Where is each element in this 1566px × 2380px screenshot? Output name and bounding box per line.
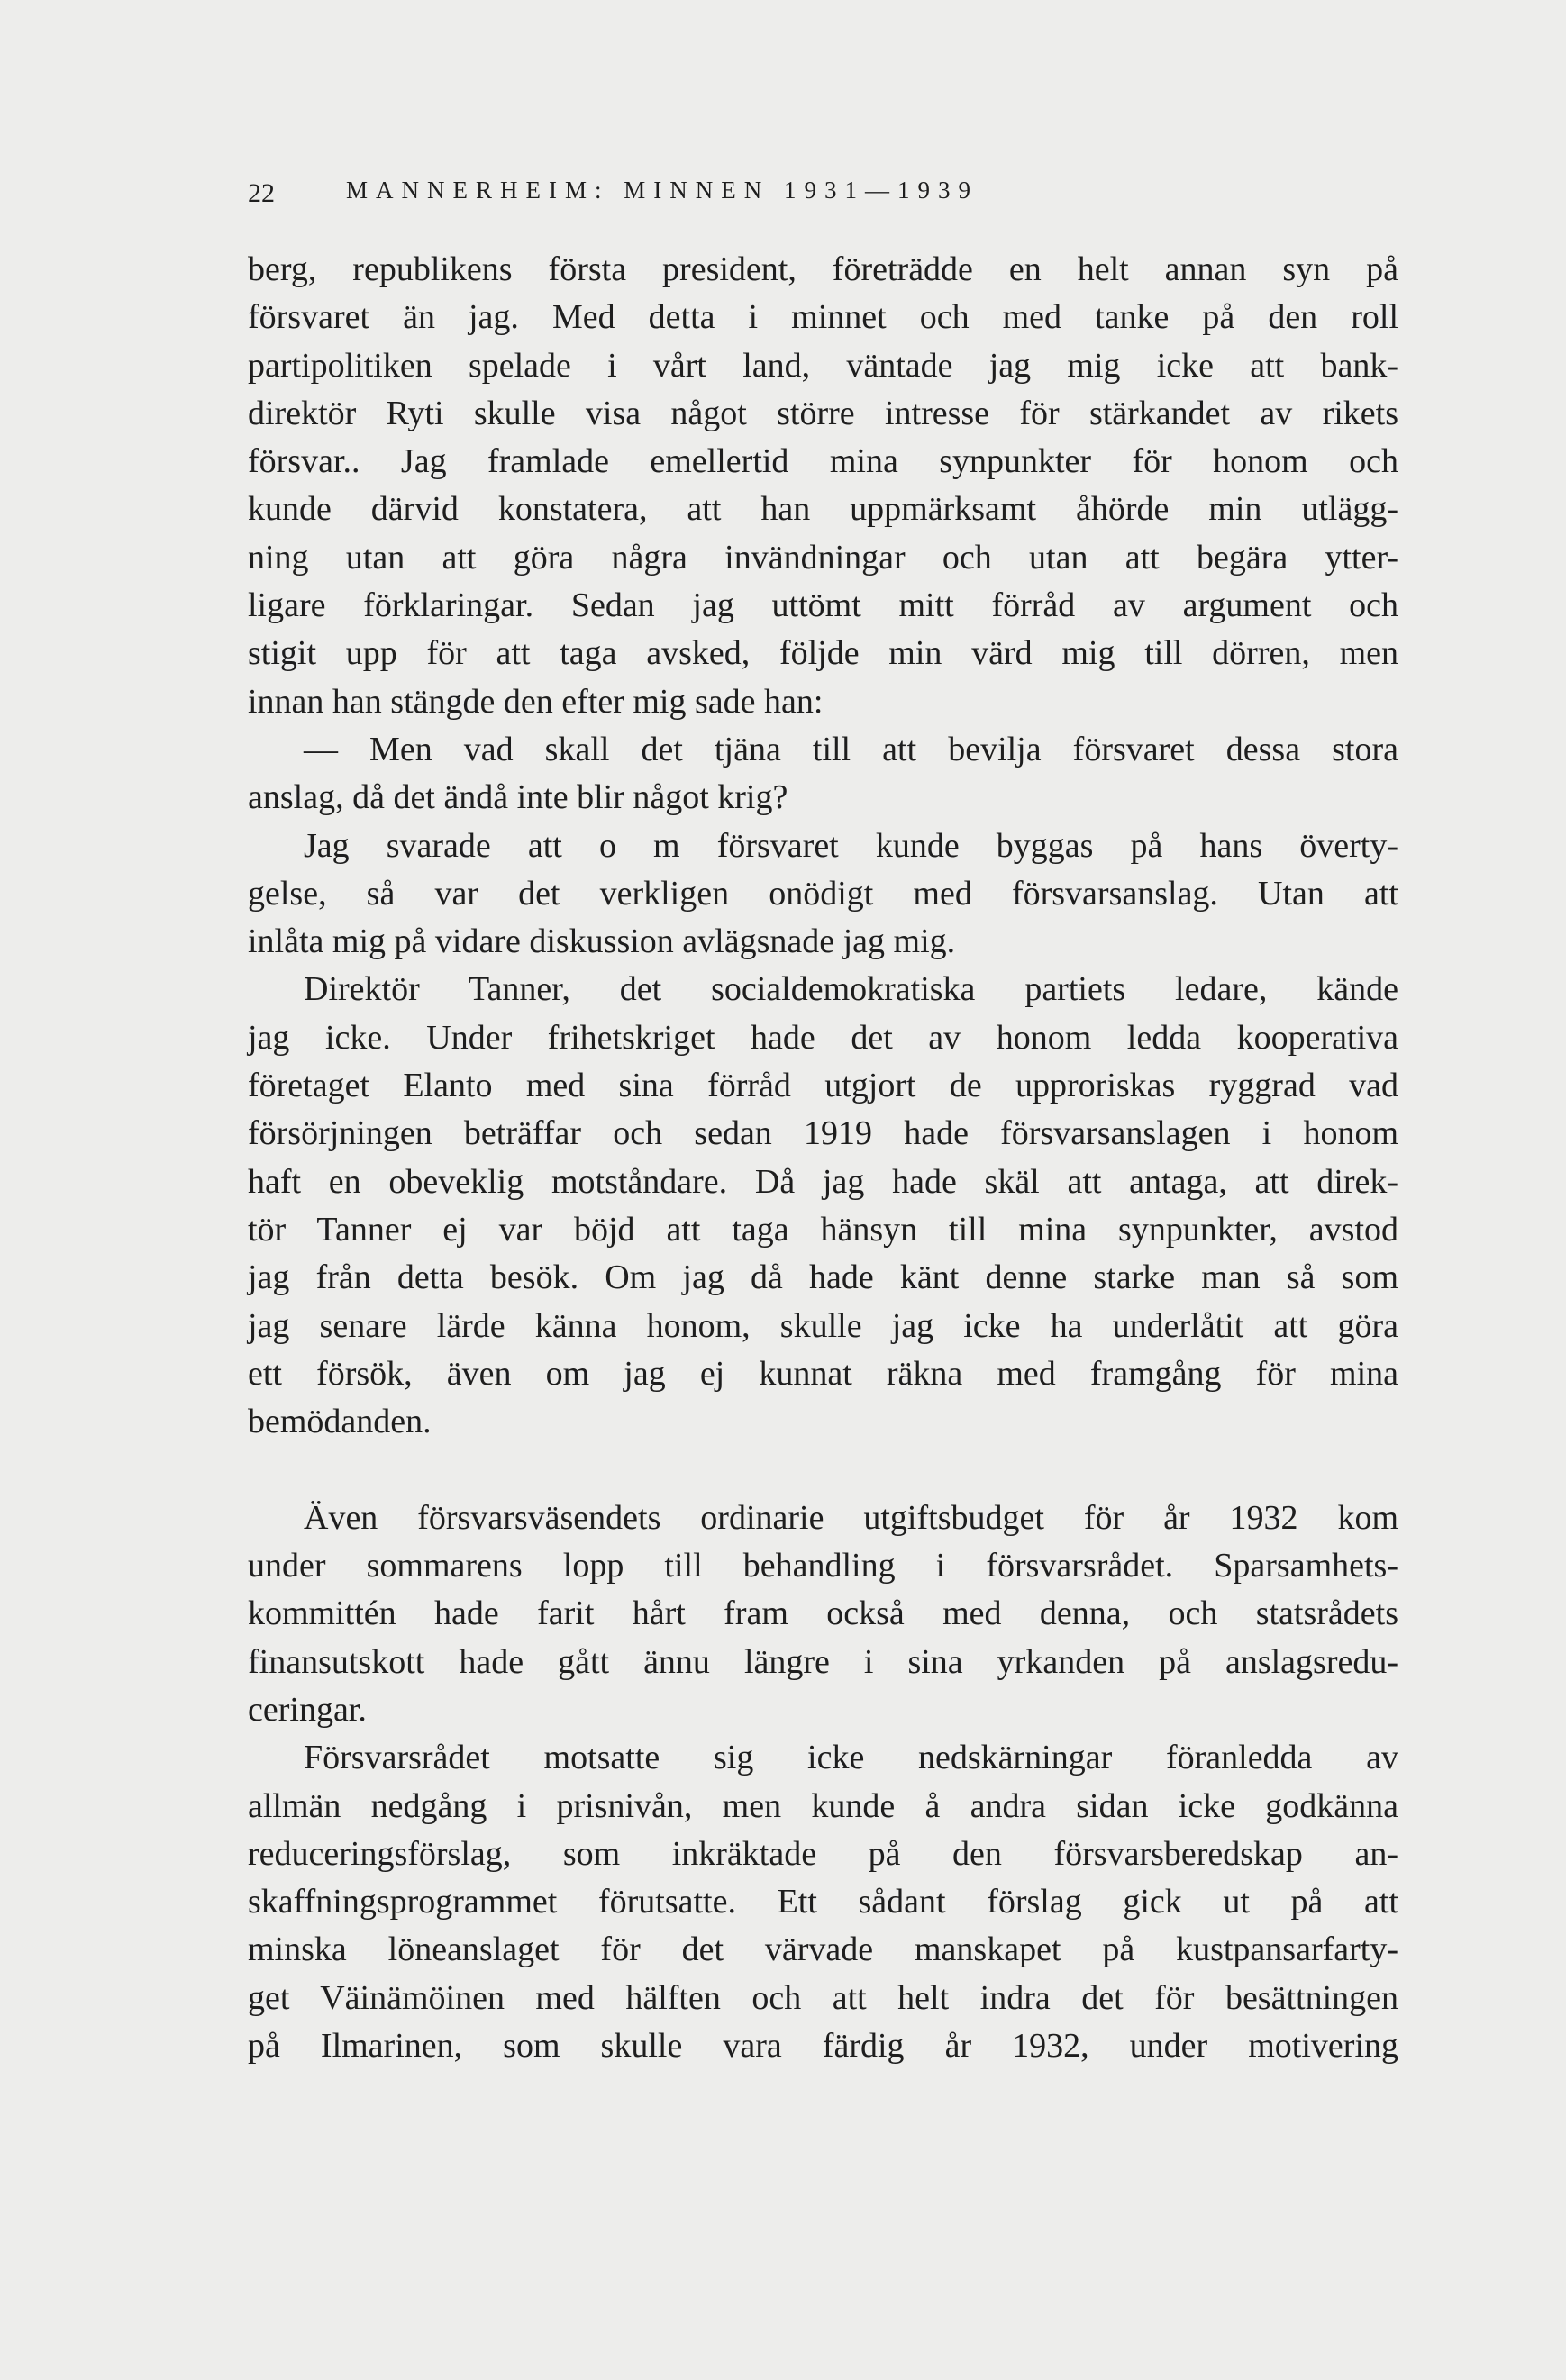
text-line: anslag, då det ändå inte blir något krig? xyxy=(248,778,788,817)
text-line: minska löneanslaget för det värvade manskapet på kustpansarfarty- xyxy=(248,1930,1398,1969)
running-header xyxy=(248,173,1320,218)
text-line: företaget Elanto med sina förråd utgjort de upproriskas ryggrad vad xyxy=(248,1067,1398,1105)
text-line: ligare förklaringar. Sedan jag uttömt mitt förråd av argument och xyxy=(248,586,1398,625)
text-line: direktör Ryti skulle visa något större intresse för stärkandet av rikets xyxy=(248,394,1398,432)
body-text xyxy=(248,246,1398,2070)
text-line: finansutskott hade gått ännu längre i sina yrkanden på anslagsredu- xyxy=(248,1642,1398,1681)
page-number: 22 xyxy=(248,178,275,208)
paragraph xyxy=(248,822,1398,967)
text-line: bemödanden. xyxy=(248,1403,432,1441)
text-line: ett försök, även om jag ej kunnat räkna med framgång för mina xyxy=(248,1354,1398,1393)
text-line: ning utan att göra några invändningar och utan att begära ytter- xyxy=(248,538,1398,577)
text-line: haft en obeveklig motståndare. Då jag hade skäl att antaga, att direk- xyxy=(248,1162,1398,1201)
paragraph xyxy=(248,1494,1398,1734)
text-line: Direktör Tanner, det socialdemokratiska partiets ledare, kände xyxy=(304,970,1398,1009)
text-line: jag senare lärde känna honom, skulle jag icke ha underlåtit att göra xyxy=(248,1306,1398,1345)
text-line: ceringar. xyxy=(248,1690,367,1729)
paragraph xyxy=(248,246,1398,726)
paragraph xyxy=(248,726,1398,822)
text-line: partipolitiken spelade i vårt land, väntade jag mig icke att bank- xyxy=(248,346,1398,385)
text-line: inlåta mig på vidare diskussion avlägsnade jag mig. xyxy=(248,922,956,961)
text-line: stigit upp för att taga avsked, följde min värd mig till dörren, men xyxy=(248,634,1398,673)
text-line: Även försvarsväsendets ordinarie utgiftsbudget för år 1932 kom xyxy=(304,1498,1398,1537)
text-line: skaffningsprogrammet förutsatte. Ett sådant förslag gick ut på att xyxy=(248,1883,1398,1921)
text-line: försörjningen beträffar och sedan 1919 hade försvarsanslagen i honom xyxy=(248,1114,1398,1153)
text-line: kommittén hade farit hårt fram också med denna, och statsrådets xyxy=(248,1594,1398,1633)
text-line: gelse, så var det verkligen onödigt med försvarsanslag. Utan att xyxy=(248,874,1398,913)
text-line: innan han stängde den efter mig sade han: xyxy=(248,682,824,721)
text-line: under sommarens lopp till behandling i försvarsrådet. Sparsamhets- xyxy=(248,1547,1398,1585)
text-line: Jag svarade att o m försvaret kunde byggas på hans överty- xyxy=(304,826,1398,865)
paragraph xyxy=(248,966,1398,1446)
paragraph xyxy=(248,1734,1398,2070)
running-title: MANNERHEIM: MINNEN 1931—1939 xyxy=(346,177,979,204)
text-line: berg, republikens första president, företrädde en helt annan syn på xyxy=(248,250,1398,288)
text-line: försvar.. Jag framlade emellertid mina synpunkter för honom och xyxy=(248,442,1398,481)
text-line: reduceringsförslag, som inkräktade på den försvarsberedskap an- xyxy=(248,1834,1398,1873)
text-line: tör Tanner ej var böjd att taga hänsyn till mina synpunkter, avstod xyxy=(248,1210,1398,1249)
text-line: jag från detta besök. Om jag då hade känt denne starke man så som xyxy=(248,1258,1398,1297)
text-line: Försvarsrådet motsatte sig icke nedskärningar föranledda av xyxy=(304,1739,1398,1777)
text-line: försvaret än jag. Med detta i minnet och med tanke på den roll xyxy=(248,298,1398,337)
text-line: kunde därvid konstatera, att han uppmärksamt åhörde min utlägg- xyxy=(248,490,1398,529)
text-line: på Ilmarinen, som skulle vara färdig år 1932, under motivering xyxy=(248,2026,1398,2065)
text-line: — Men vad skall det tjäna till att bevilja försvaret dessa stora xyxy=(304,730,1398,768)
text-line: allmän nedgång i prisnivån, men kunde å andra sidan icke godkänna xyxy=(248,1786,1398,1825)
text-line: get Väinämöinen med hälften och att helt indra det för besättningen xyxy=(248,1978,1398,2017)
text-line: jag icke. Under frihetskriget hade det av honom ledda kooperativa xyxy=(248,1018,1398,1057)
